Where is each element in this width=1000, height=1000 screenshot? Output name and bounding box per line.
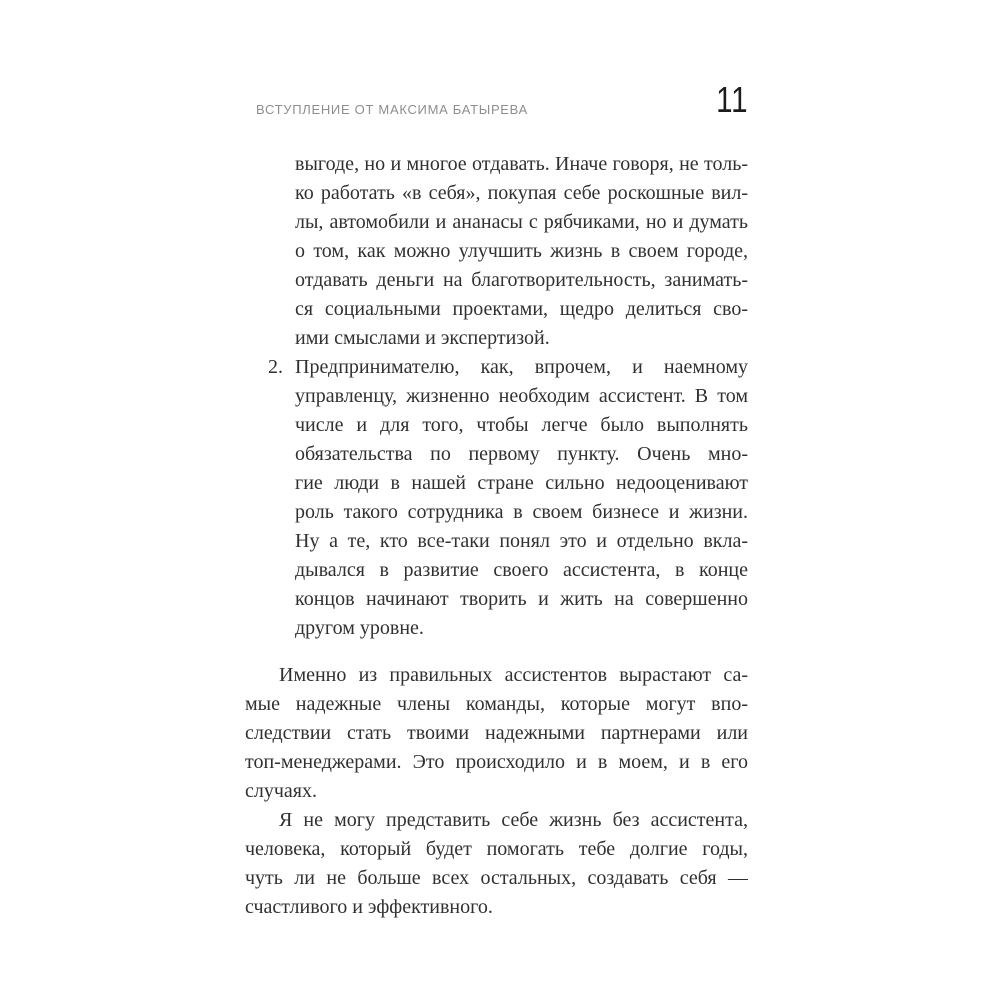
text-line: Именно из правильных ассистентов вырастают са- [279, 664, 748, 686]
text-line: ся социальными проектами, щедро делиться сво- [295, 298, 748, 320]
text-line: ко работать «в себя», покупая себе роскошные вил- [295, 182, 748, 204]
text-line: следствии стать твоими надежными партнерами или [245, 722, 748, 744]
paragraph [245, 806, 748, 922]
text-line: отдавать деньги на благотворительность, занимать- [295, 269, 748, 291]
page-body [245, 150, 748, 922]
text-line: счастливого и эффективного. [245, 896, 493, 918]
text-line: гие люди в нашей стране сильно недооценивают [295, 472, 748, 494]
running-title: ВСТУПЛЕНИЕ ОТ МАКСИМА БАТЫРЕВА [256, 102, 528, 117]
list-marker: 2. [268, 356, 283, 378]
text-line: управленцу, жизненно необходим ассистент. В том [295, 385, 748, 407]
text-line: Я не могу представить себе жизнь без ассистента, [279, 809, 748, 831]
page-number: 11 [715, 79, 748, 120]
text-line: случаях. [245, 780, 317, 802]
text-line: дывался в развитие своего ассистента, в конце [295, 559, 748, 581]
text-line: роль такого сотрудника в своем бизнесе и жизни. [295, 501, 748, 523]
text-line: топ-менеджерами. Это происходило и в моем, и в его [245, 751, 748, 773]
text-line: Ну а те, кто все-таки понял это и отдельно вкла- [295, 530, 748, 552]
text-line: числе и для того, чтобы легче было выполнять [295, 414, 748, 436]
text-line: концов начинают творить и жить на совершенно [295, 588, 748, 610]
text-line: ими смыслами и экспертизой. [295, 327, 550, 349]
text-line: о том, как можно улучшить жизнь в своем городе, [295, 240, 748, 262]
text-line: выгоде, но и многое отдавать. Иначе говоря, не толь- [295, 153, 748, 175]
list-item-continuation [245, 150, 748, 353]
text-line: человека, который будет помогать тебе долгие годы, [245, 838, 748, 860]
paragraph [245, 661, 748, 806]
text-line: Предпринимателю, как, впрочем, и наемному [295, 356, 748, 378]
text-line: обязательства по первому пункту. Очень мно- [295, 443, 748, 465]
text-line: мые надежные члены команды, которые могут впо- [245, 693, 748, 715]
list-item [245, 353, 748, 643]
text-line: другом уровне. [295, 617, 424, 639]
text-line: чуть ли не больше всех остальных, создавать себя — [245, 867, 748, 889]
text-line: лы, автомобили и ананасы с рябчиками, но и думать [295, 211, 748, 233]
